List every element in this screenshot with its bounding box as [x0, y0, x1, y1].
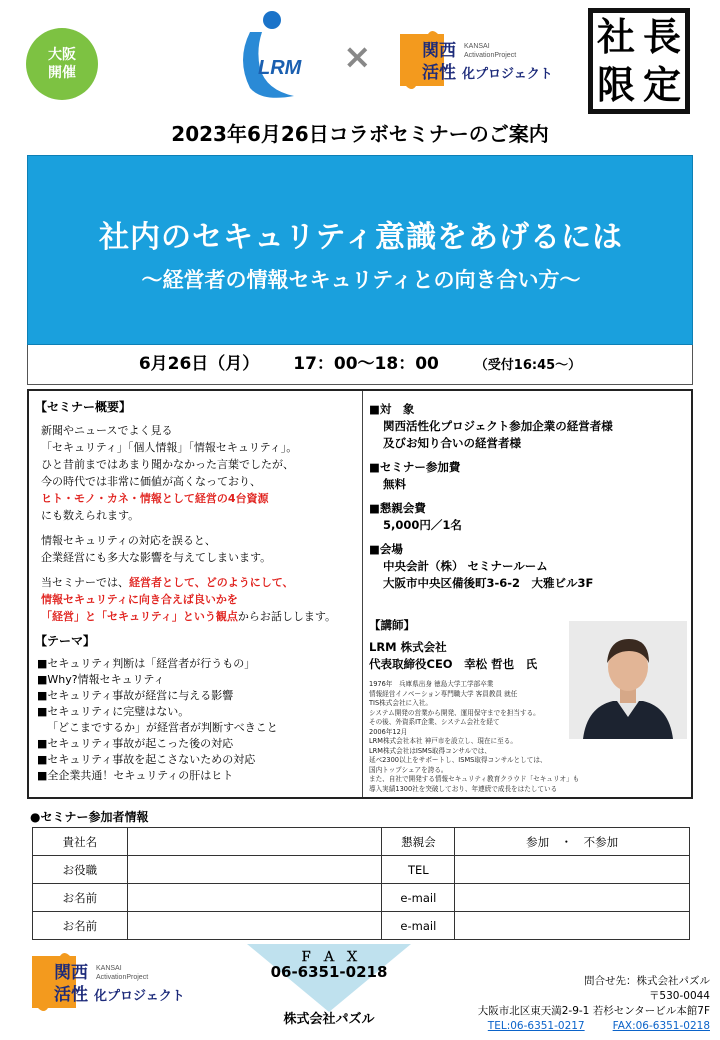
kansai-suffix: 化プロジェクト — [462, 67, 553, 82]
contact-block — [440, 974, 710, 1034]
table-row — [33, 912, 690, 940]
date-bar — [27, 345, 693, 385]
bio-line: LRM株式会社はISMS取得コンサルでは、 — [369, 746, 491, 755]
company-name-field[interactable] — [127, 828, 382, 856]
lrm-logo — [232, 10, 310, 102]
kansai-tag1: KANSAI — [96, 965, 122, 972]
times-symbol: × — [343, 37, 372, 77]
lecturer-bio — [369, 680, 631, 794]
email-field[interactable] — [455, 912, 690, 940]
bio-line: 1976年 兵庫県出身 徳島大学工学部卒業 — [369, 680, 494, 688]
event-time: 17：00～18：00 — [293, 354, 439, 374]
party-fee-heading: ■懇親会費 — [369, 501, 426, 515]
overview-para-2 — [35, 532, 360, 566]
overview-line: 「セキュリティ」「個人情報」「情報セキュリティ」。 — [41, 441, 298, 454]
target-value — [369, 418, 687, 452]
bio-line: 情報経営イノベーション専門職大学 客員教員 就任 — [369, 689, 518, 698]
participant-title: ●セミナー参加者情報 — [30, 810, 149, 824]
stamp-char-4: 定 — [642, 62, 681, 107]
theme-item: ■セキュリティ事故を起こさないための対応 — [37, 753, 256, 766]
kansai-name: 関西 — [54, 963, 88, 983]
lecturer-heading: 【講師】 — [369, 618, 415, 632]
table-row — [33, 828, 690, 856]
overview-column — [35, 399, 360, 784]
bio-line: LRM株式会社本社 神戸市を設立し、現在に至る。 — [369, 737, 517, 745]
theme-item: ■セキュリティ事故が起こった後の対応 — [37, 737, 234, 750]
row-label: 貴社名 — [33, 828, 128, 856]
overview-line: にも数えられます。 — [41, 509, 140, 522]
venue-line-2: 大阪市中央区備後町3-6-2 大雅ビル3F — [383, 576, 594, 590]
bio-line: 導入実績1300社を突破しており、年連続で成長をはたしている — [369, 784, 558, 793]
kansai-logo-footer — [30, 950, 200, 1014]
row-label: お名前 — [33, 884, 128, 912]
bio-line: その後、外資系IT企業、システム会社を経て — [369, 718, 500, 726]
tel-link[interactable]: TEL:06-6351-0217 — [487, 1020, 585, 1032]
fee-heading: ■セミナー参加費 — [369, 460, 461, 474]
tel-field[interactable] — [455, 856, 690, 884]
name-field[interactable] — [127, 912, 382, 940]
name-field[interactable] — [127, 884, 382, 912]
kansai-tag2: ActivationProject — [96, 974, 149, 981]
row-label: e-mail — [382, 884, 455, 912]
bio-line: 延べ2300以上をサポートし、ISMS取得コンサルとしては、 — [369, 756, 547, 764]
overview-line: からお話しします。 — [237, 610, 337, 623]
lecturer-name: 代表取締役CEO 幸松 哲也 氏 — [369, 657, 538, 671]
banner-main-title: 社内のセキュリティ意識をあげるには — [99, 220, 623, 255]
theme-heading: 【テーマ】 — [35, 634, 96, 648]
fee-value: 無料 — [383, 477, 406, 491]
kansai-name2: 活性 — [422, 63, 456, 83]
lrm-text: LRM — [258, 57, 302, 79]
overview-line: ひと昔前まではあまり聞かなかった言葉でしたが、 — [41, 458, 294, 471]
president-only-stamp — [588, 8, 690, 114]
overview-highlight: ヒト・モノ・カネ・情報として経営の4台資源 — [41, 492, 269, 505]
organizer-company: 株式会社パズル — [283, 1012, 375, 1027]
contact-line: 大阪市北区東天満2-9-1 若杉センタービル本館7F — [477, 1005, 710, 1017]
kansai-name2: 活性 — [54, 985, 88, 1005]
theme-item: ■セキュリティ判断は「経営者が行うもの」 — [37, 657, 256, 670]
badge-line1: 大阪 — [48, 47, 76, 63]
details-column — [369, 401, 687, 599]
badge-line2: 開催 — [48, 65, 76, 81]
target-line-2: 及びお知り合いの経営者様 — [383, 436, 521, 450]
theme-item: ■全企業共通！セキュリティの肝はヒト — [37, 769, 234, 782]
fax-link[interactable]: FAX:06-6351-0218 — [612, 1020, 710, 1032]
contact-line: 〒530-0044 — [648, 990, 710, 1002]
collab-title: 2023年6月26日コラボセミナーのご案内 — [171, 122, 549, 146]
fax-number: 06-6351-0218 — [270, 963, 388, 981]
title-banner — [27, 155, 693, 345]
overview-para-1 — [35, 422, 360, 524]
theme-item: 「どこまでするか」が経営者が判断すべきこと — [47, 721, 278, 734]
overview-line: 情報セキュリティの対応を誤ると、 — [41, 534, 216, 547]
theme-item: ■セキュリティに完璧はない。 — [37, 705, 190, 718]
theme-item: ■セキュリティ事故が経営に与える影響 — [37, 689, 234, 702]
row-label: e-mail — [382, 912, 455, 940]
overview-line: 今の時代では非常に価値が高くなっており、 — [41, 475, 261, 488]
fax-label: ＦＡＸ — [299, 950, 369, 965]
target-heading: ■対 象 — [369, 402, 415, 416]
row-label: お名前 — [33, 912, 128, 940]
row-label: 懇親会 — [382, 828, 455, 856]
kansai-suffix: 化プロジェクト — [94, 989, 185, 1004]
stamp-char-1: 社 — [596, 14, 635, 59]
lecturer-company: LRM 株式会社 — [369, 640, 447, 654]
party-attendance-field[interactable]: 参加 ・ 不参加 — [455, 828, 690, 856]
table-row — [33, 856, 690, 884]
info-box — [27, 389, 693, 799]
position-field[interactable] — [127, 856, 382, 884]
reception-time: （受付16:45～） — [474, 358, 582, 373]
venue-value — [369, 558, 687, 592]
contact-line: 問合せ先：株式会社パズル — [584, 975, 710, 987]
banner-subtitle: ～経営者の情報セキュリティとの向き合い方～ — [141, 268, 581, 292]
overview-highlight: 「経営」と「セキュリティ」という観点 — [41, 610, 238, 623]
kansai-logo — [398, 28, 568, 92]
overview-heading: 【セミナー概要】 — [35, 400, 132, 414]
column-divider — [362, 391, 363, 797]
bio-line: 国内トップシェアを誇る。 — [369, 765, 448, 774]
venue-line-1: 中央会計（株） セミナールーム — [383, 559, 548, 573]
venue-heading: ■会場 — [369, 542, 403, 556]
overview-para-3 — [35, 574, 360, 625]
overview-line: 当セミナーでは、 — [41, 576, 129, 589]
table-row — [33, 884, 690, 912]
event-date: 6月26日（月） — [138, 354, 260, 374]
bio-line: TIS株式会社に入社。 — [369, 699, 432, 707]
stamp-char-3: 限 — [596, 62, 635, 107]
participant-table — [32, 827, 690, 940]
theme-item: ■Why?情報セキュリティ — [37, 673, 165, 686]
row-label: TEL — [382, 856, 455, 884]
overview-highlight: 情報セキュリティに向き合えば良いかを — [41, 593, 238, 606]
email-field[interactable] — [455, 884, 690, 912]
bio-line: システム開発の営業から開発、運用保守までを担当する。 — [369, 708, 540, 717]
kansai-name: 関西 — [422, 41, 456, 61]
kansai-tag2: ActivationProject — [464, 52, 517, 59]
bio-line: また、自社で開発する情報セキュリティ教育クラウド「セキュリオ」も — [369, 775, 580, 783]
overview-line: 新聞やニュースでよく見る — [41, 424, 173, 437]
lecturer-info — [369, 639, 537, 673]
stamp-char-2: 長 — [642, 14, 681, 59]
overview-line: 企業経営にも多大な影響を与えてしまいます。 — [41, 551, 272, 564]
theme-list — [35, 656, 360, 784]
kansai-tag1: KANSAI — [464, 43, 490, 50]
party-fee-value: 5,000円／1名 — [383, 518, 462, 532]
target-line-1: 関西活性化プロジェクト参加企業の経営者様 — [383, 419, 613, 433]
overview-highlight: 経営者として、どのようにして、 — [129, 576, 294, 589]
bio-line: 2006年12月 — [369, 727, 408, 736]
row-label: お役職 — [33, 856, 128, 884]
osaka-badge — [26, 28, 98, 100]
